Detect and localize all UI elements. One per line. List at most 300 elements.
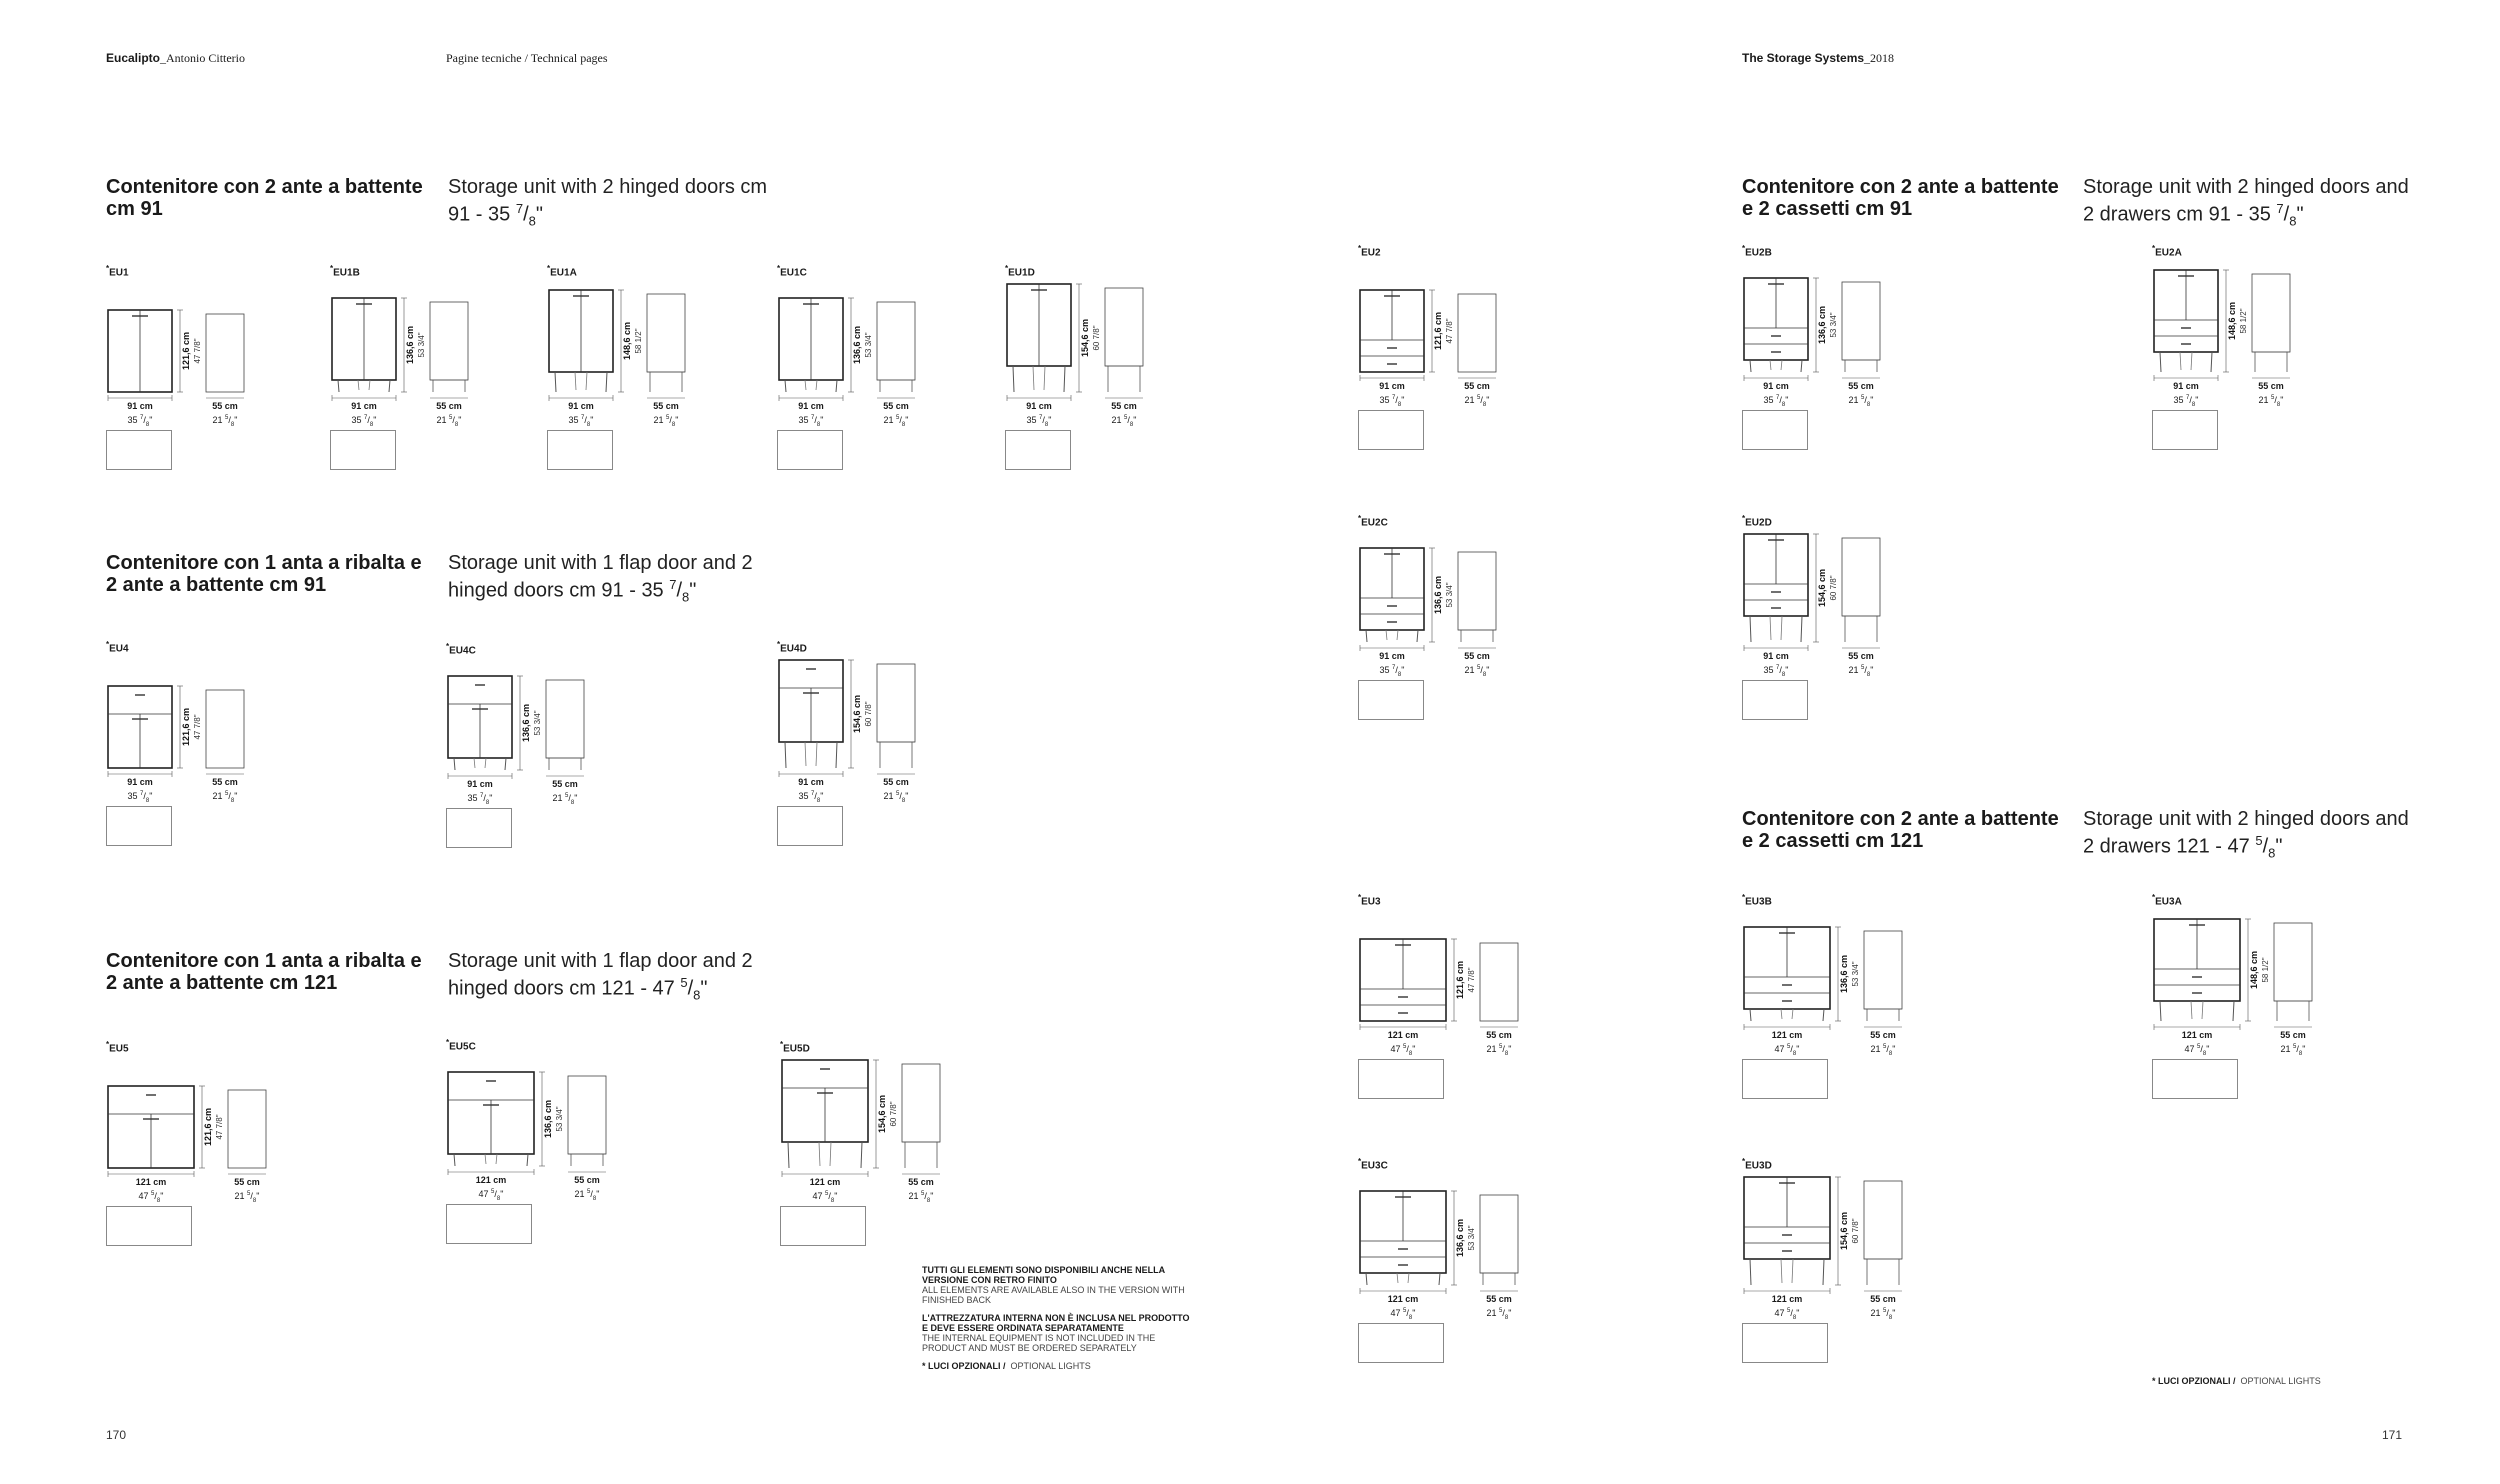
page-number-left: 170	[106, 1428, 127, 1442]
depth-label	[1476, 1029, 1522, 1060]
leg	[1801, 360, 1802, 372]
leg	[454, 758, 455, 770]
depth-label	[2270, 1029, 2316, 1060]
depth-cm: 55 cm	[1848, 381, 1874, 391]
leg	[2160, 1001, 2161, 1021]
depth-in: 21 $^5/_8$"	[1464, 395, 1490, 408]
width-in: 35 $^7/_8$"	[2173, 395, 2199, 408]
width-cm: 121 cm	[1771, 1030, 1803, 1040]
width-in: 35 $^7/_8$"	[1379, 395, 1405, 408]
section-title-en-2: Storage unit with 1 flap door and 2 hinged doors cm 91 - 35 $^7/_8$"	[448, 552, 753, 605]
note-internal-equipment-it: L'ATTREZZATURA INTERNA NON È INCLUSA NEL PRODOTTO E DEVE ESSERE ORDINATA SEPARATAMENTE	[922, 1313, 1190, 1333]
unit-code-text: EU5C	[449, 1041, 476, 1053]
unit-block-eu3c	[1358, 1157, 1512, 1321]
height-cm-label: 136,6 cm	[1839, 954, 1849, 994]
author-name: _Antonio Citterio	[160, 51, 246, 65]
depth-label	[643, 400, 689, 431]
unit-block-eu1d	[1005, 264, 1137, 428]
leg	[606, 372, 607, 392]
fraction-numerator: 5	[680, 975, 688, 990]
width-in: 47 $^5/_8$"	[478, 1189, 504, 1202]
note-finished-back-en: ALL ELEMENTS ARE AVAILABLE ALSO IN THE VERSION WITH FINISHED BACK	[922, 1285, 1185, 1305]
leg	[389, 380, 390, 392]
leg	[485, 758, 486, 768]
depth-label	[1476, 1293, 1522, 1324]
unit-code-text: EU1A	[550, 267, 577, 279]
width-label	[106, 400, 174, 431]
width-label	[1358, 380, 1426, 411]
leg	[2160, 352, 2161, 372]
width-in: 47 $^5/_8$"	[1774, 1044, 1800, 1057]
depth-in: 21 $^5/_8$"	[552, 793, 578, 806]
finish-swatch-box	[106, 806, 172, 846]
unit-side-view	[228, 1090, 266, 1168]
leg	[1750, 1009, 1751, 1021]
unit-code-text: EU2	[1361, 247, 1381, 259]
width-label	[780, 1176, 870, 1207]
unit-code: *EU3B	[1742, 893, 1772, 908]
width-label	[777, 776, 845, 807]
width-cm: 91 cm	[1379, 651, 1405, 661]
unit-code: *EU2	[1358, 244, 1381, 259]
leg	[1823, 1009, 1824, 1021]
leg	[1792, 1259, 1793, 1283]
height-in-label: 58 1/2"	[2239, 308, 2248, 334]
note-lights-it: * LUCI OPZIONALI /	[922, 1361, 1006, 1371]
section-title-it-2: Contenitore con 1 anta a ribalta e 2 ante a battente cm 91	[106, 552, 422, 596]
depth-label	[542, 778, 588, 809]
leg	[861, 1142, 862, 1168]
depth-in: 21 $^5/_8$"	[1870, 1044, 1896, 1057]
depth-label	[1860, 1029, 1906, 1060]
section-title-en-3: Storage unit with 1 flap door and 2 hinged doors cm 121 - 47 $^5/_8$"	[448, 950, 753, 1003]
leg	[1397, 1273, 1398, 1283]
leg	[1386, 630, 1387, 640]
finish-swatch-box	[1742, 1059, 1828, 1099]
unit-code: *EU1B	[330, 264, 360, 279]
leg	[785, 380, 786, 392]
width-in: 47 $^5/_8$"	[2184, 1044, 2210, 1057]
depth-in: 21 $^5/_8$"	[1870, 1308, 1896, 1321]
width-cm: 91 cm	[127, 401, 153, 411]
leg	[2233, 1001, 2234, 1021]
depth-cm: 55 cm	[1870, 1030, 1896, 1040]
depth-cm: 55 cm	[883, 777, 909, 787]
depth-in: 21 $^5/_8$"	[1486, 1308, 1512, 1321]
unit-code-text: EU3B	[1745, 896, 1772, 908]
depth-cm: 55 cm	[1111, 401, 1137, 411]
finish-swatch-box	[1358, 410, 1424, 450]
height-cm-label: 154,6 cm	[877, 1094, 887, 1134]
unit-code-text: EU2A	[2155, 247, 2182, 259]
finish-swatch-box	[780, 1206, 866, 1246]
height-cm-label: 121,6 cm	[181, 331, 191, 371]
leg	[1366, 630, 1367, 642]
leg	[527, 1154, 528, 1166]
width-in: 35 $^7/_8$"	[351, 415, 377, 428]
depth-label	[2248, 380, 2294, 411]
unit-code: *EU1D	[1005, 264, 1035, 279]
width-label	[1742, 650, 1810, 681]
finish-swatch-box	[330, 430, 396, 470]
width-in: 35 $^7/_8$"	[798, 791, 824, 804]
unit-side-view	[1458, 294, 1496, 372]
finish-swatch-box	[777, 430, 843, 470]
leg	[836, 380, 837, 392]
unit-side-view	[902, 1064, 940, 1142]
leg	[1366, 1273, 1367, 1285]
unit-code: *EU3	[1358, 893, 1381, 908]
height-in-label: 58 1/2"	[2261, 957, 2270, 983]
depth-cm: 55 cm	[212, 777, 238, 787]
height-cm-label: 136,6 cm	[1455, 1218, 1465, 1258]
header-center: Pagine tecniche / Technical pages	[446, 51, 608, 65]
notes-block	[922, 1265, 1192, 1371]
leg	[1408, 1273, 1409, 1283]
unit-code-text: EU5D	[783, 1043, 810, 1055]
fraction-numerator: 7	[515, 201, 524, 216]
height-in-label: 47 7/8"	[215, 1114, 224, 1140]
unit-code-text: EU2B	[1745, 247, 1772, 259]
width-cm: 121 cm	[1771, 1294, 1803, 1304]
leg	[1033, 366, 1034, 390]
unit-block-eu2	[1358, 244, 1490, 408]
width-label	[777, 400, 845, 431]
leg	[2191, 352, 2192, 370]
leg	[1770, 360, 1771, 370]
leg	[1781, 1009, 1782, 1019]
width-label	[106, 1176, 196, 1207]
height-in-label: 47 7/8"	[193, 338, 202, 364]
width-label	[2152, 1029, 2242, 1060]
note-lights-en-right: OPTIONAL LIGHTS	[2240, 1376, 2321, 1386]
leg	[1781, 616, 1782, 640]
unit-side-view	[877, 302, 915, 380]
unit-side-view	[430, 302, 468, 380]
unit-block-eu2a	[2152, 244, 2284, 408]
unit-code: *EU4C	[446, 642, 476, 657]
leg	[1013, 366, 1014, 392]
width-in: 47 $^5/_8$"	[1774, 1308, 1800, 1321]
width-in: 35 $^7/_8$"	[127, 415, 153, 428]
leg	[474, 758, 475, 768]
height-in-label: 53 3/4"	[555, 1106, 564, 1132]
unit-code: *EU2A	[2152, 244, 2182, 259]
unit-block-eu4	[106, 640, 238, 804]
width-cm: 91 cm	[1026, 401, 1052, 411]
unit-side-view	[1864, 1181, 1902, 1259]
width-in: 35 $^7/_8$"	[798, 415, 824, 428]
height-in-label: 60 7/8"	[1851, 1218, 1860, 1244]
leg	[788, 1142, 789, 1168]
finish-swatch-box	[106, 430, 172, 470]
width-cm: 91 cm	[1763, 651, 1789, 661]
unit-side-view	[206, 690, 244, 768]
width-cm: 91 cm	[1763, 381, 1789, 391]
height-cm-label: 121,6 cm	[203, 1107, 213, 1147]
unit-block-eu5d	[780, 1040, 934, 1204]
width-cm: 91 cm	[568, 401, 594, 411]
width-in: 35 $^7/_8$"	[568, 415, 594, 428]
width-in: 35 $^7/_8$"	[127, 791, 153, 804]
fraction-denominator: 8	[2268, 845, 2276, 861]
height-in-label: 53 3/4"	[1851, 961, 1860, 987]
section-title-it-3: Contenitore con 1 anta a ribalta e 2 ante a battente cm 121	[106, 950, 422, 994]
width-in: 35 $^7/_8$"	[1026, 415, 1052, 428]
depth-cm: 55 cm	[1870, 1294, 1896, 1304]
leg	[358, 380, 359, 390]
width-cm: 91 cm	[351, 401, 377, 411]
width-label	[1005, 400, 1073, 431]
unit-block-eu1	[106, 264, 238, 428]
leg	[1781, 360, 1782, 370]
unit-block-eu4d	[777, 640, 909, 804]
leg	[369, 380, 370, 390]
leg	[2211, 352, 2212, 372]
brand-name: Eucalipto	[106, 51, 161, 65]
finish-swatch-box	[2152, 1059, 2238, 1099]
unit-code-text: EU1B	[333, 267, 360, 279]
leg	[555, 372, 556, 392]
width-cm: 121 cm	[2181, 1030, 2213, 1040]
height-cm-label: 136,6 cm	[1817, 305, 1827, 345]
height-cm-label: 148,6 cm	[2249, 950, 2259, 990]
width-in: 35 $^7/_8$"	[1379, 665, 1405, 678]
depth-in: 21 $^5/_8$"	[2280, 1044, 2306, 1057]
leg	[1801, 616, 1802, 642]
width-label	[1358, 1029, 1448, 1060]
fraction-numerator: 7	[2276, 201, 2284, 216]
leg	[785, 742, 786, 768]
unit-code: *EU1C	[777, 264, 807, 279]
depth-label	[202, 400, 248, 431]
height-cm-label: 136,6 cm	[543, 1099, 553, 1139]
unit-code-text: EU3	[1361, 896, 1381, 908]
depth-cm: 55 cm	[1848, 651, 1874, 661]
unit-code: *EU1	[106, 264, 129, 279]
height-in-label: 58 1/2"	[634, 328, 643, 354]
height-cm-label: 136,6 cm	[521, 703, 531, 743]
note-lights-en: OPTIONAL LIGHTS	[1010, 1361, 1091, 1371]
unit-code-text: EU3D	[1745, 1160, 1772, 1172]
depth-label	[1454, 650, 1500, 681]
unit-block-eu3a	[2152, 893, 2306, 1057]
unit-side-view	[546, 680, 584, 758]
unit-code-text: EU1D	[1008, 267, 1035, 279]
finish-swatch-box	[446, 808, 512, 848]
leg	[1750, 1259, 1751, 1285]
finish-swatch-box	[2152, 410, 2218, 450]
unit-code-text: EU4D	[780, 643, 807, 655]
leg	[805, 742, 806, 766]
unit-block-eu1c	[777, 264, 909, 428]
unit-side-view	[877, 664, 915, 742]
height-in-label: 60 7/8"	[864, 701, 873, 727]
unit-code: *EU3A	[2152, 893, 2182, 908]
width-in: 47 $^5/_8$"	[138, 1191, 164, 1204]
depth-in: 21 $^5/_8$"	[212, 415, 238, 428]
unit-code-text: EU3A	[2155, 896, 2182, 908]
depth-cm: 55 cm	[552, 779, 578, 789]
unit-side-view	[1864, 931, 1902, 1009]
unit-code: *EU3C	[1358, 1157, 1388, 1172]
finish-swatch-box	[106, 1206, 192, 1246]
header-right	[1742, 51, 1894, 66]
width-label	[1358, 1293, 1448, 1324]
leg	[1781, 1259, 1782, 1283]
height-cm-label: 121,6 cm	[1433, 311, 1443, 351]
unit-block-eu3b	[1742, 893, 1896, 1057]
unit-code: *EU4	[106, 640, 129, 655]
leg	[575, 372, 576, 390]
leg	[1770, 616, 1771, 640]
depth-in: 21 $^5/_8$"	[653, 415, 679, 428]
width-label	[1358, 650, 1426, 681]
depth-in: 21 $^5/_8$"	[1111, 415, 1137, 428]
unit-side-view	[1458, 552, 1496, 630]
section-title-it-1: Contenitore con 2 ante a battente cm 91	[106, 176, 423, 220]
depth-cm: 55 cm	[574, 1175, 600, 1185]
finish-swatch-box	[1358, 1059, 1444, 1099]
depth-in: 21 $^5/_8$"	[1848, 665, 1874, 678]
width-in: 35 $^7/_8$"	[1763, 395, 1789, 408]
leg	[2191, 1001, 2192, 1019]
width-label	[1742, 1029, 1832, 1060]
unit-side-view	[1842, 282, 1880, 360]
leg	[454, 1154, 455, 1166]
width-cm: 121 cm	[1387, 1030, 1419, 1040]
depth-in: 21 $^5/_8$"	[2258, 395, 2284, 408]
leg	[1750, 360, 1751, 372]
height-in-label: 53 3/4"	[1829, 312, 1838, 338]
fraction-denominator: 8	[682, 589, 690, 605]
height-in-label: 53 3/4"	[417, 332, 426, 358]
unit-code: *EU2C	[1358, 514, 1388, 529]
width-in: 47 $^5/_8$"	[812, 1191, 838, 1204]
depth-label	[1860, 1293, 1906, 1324]
leg	[496, 1154, 497, 1164]
unit-block-eu4c	[446, 642, 578, 806]
unit-side-view	[568, 1076, 606, 1154]
unit-block-eu5c	[446, 1038, 600, 1202]
unit-code-text: EU1C	[780, 267, 807, 279]
width-label	[547, 400, 615, 431]
height-in-label: 53 3/4"	[1445, 582, 1454, 608]
height-cm-label: 148,6 cm	[2227, 301, 2237, 341]
height-in-label: 47 7/8"	[1467, 967, 1476, 993]
width-cm: 121 cm	[1387, 1294, 1419, 1304]
note-lights-it-right: * LUCI OPZIONALI /	[2152, 1376, 2236, 1386]
width-label	[106, 776, 174, 807]
page-number-right: 171	[2382, 1428, 2403, 1442]
unit-block-eu1b	[330, 264, 462, 428]
height-cm-label: 136,6 cm	[405, 325, 415, 365]
height-in-label: 53 3/4"	[864, 332, 873, 358]
leg	[485, 1154, 486, 1164]
finish-swatch-box	[446, 1204, 532, 1244]
depth-cm: 55 cm	[653, 401, 679, 411]
unit-code-text: EU2C	[1361, 517, 1388, 529]
depth-cm: 55 cm	[2258, 381, 2284, 391]
depth-label	[873, 776, 919, 807]
depth-cm: 55 cm	[1486, 1294, 1512, 1304]
unit-code: *EU1A	[547, 264, 577, 279]
depth-in: 21 $^5/_8$"	[1848, 395, 1874, 408]
height-in-label: 60 7/8"	[1829, 575, 1838, 601]
unit-code-text: EU4	[109, 643, 129, 655]
width-in: 35 $^7/_8$"	[467, 793, 493, 806]
fraction-denominator: 8	[528, 213, 536, 229]
unit-block-eu1a	[547, 264, 679, 428]
width-label	[446, 778, 514, 809]
unit-side-view	[647, 294, 685, 372]
leg	[2202, 1001, 2203, 1019]
leg	[816, 742, 817, 766]
unit-code: *EU5C	[446, 1038, 476, 1053]
height-cm-label: 154,6 cm	[1080, 318, 1090, 358]
width-in: 47 $^5/_8$"	[1390, 1308, 1416, 1321]
unit-block-eu5	[106, 1040, 260, 1204]
depth-in: 21 $^5/_8$"	[212, 791, 238, 804]
width-label	[330, 400, 398, 431]
fraction-denominator: 8	[693, 987, 701, 1003]
height-cm-label: 121,6 cm	[181, 707, 191, 747]
depth-label	[426, 400, 472, 431]
finish-swatch-box	[1742, 410, 1808, 450]
note-optional-lights	[922, 1361, 1192, 1371]
finish-swatch-box	[1358, 1323, 1444, 1363]
height-in-label: 60 7/8"	[1092, 325, 1101, 351]
height-cm-label: 121,6 cm	[1455, 960, 1465, 1000]
leg	[1823, 1259, 1824, 1285]
leg	[1417, 630, 1418, 642]
depth-cm: 55 cm	[883, 401, 909, 411]
depth-label	[202, 776, 248, 807]
depth-label	[873, 400, 919, 431]
section-title-en-4: Storage unit with 2 hinged doors and 2 drawers cm 91 - 35 $^7/_8$"	[2083, 176, 2409, 229]
finish-swatch-box	[1742, 1323, 1828, 1363]
width-cm: 91 cm	[2173, 381, 2199, 391]
height-cm-label: 154,6 cm	[1817, 568, 1827, 608]
note-optional-lights-right	[2152, 1376, 2321, 1386]
leg	[805, 380, 806, 390]
unit-block-eu2c	[1358, 514, 1490, 678]
unit-code: *EU2D	[1742, 514, 1772, 529]
leg	[1439, 1273, 1440, 1285]
depth-cm: 55 cm	[436, 401, 462, 411]
collection-name: The Storage Systems	[1742, 51, 1865, 65]
unit-block-eu2b	[1742, 244, 1874, 408]
unit-side-view	[2274, 923, 2312, 1001]
depth-in: 21 $^5/_8$"	[1464, 665, 1490, 678]
unit-code-text: EU2D	[1745, 517, 1772, 529]
depth-in: 21 $^5/_8$"	[436, 415, 462, 428]
finish-swatch-box	[777, 806, 843, 846]
unit-side-view	[206, 314, 244, 392]
depth-in: 21 $^5/_8$"	[234, 1191, 260, 1204]
depth-label	[224, 1176, 270, 1207]
unit-block-eu3	[1358, 893, 1512, 1057]
width-label	[2152, 380, 2220, 411]
width-cm: 91 cm	[467, 779, 493, 789]
finish-swatch-box	[1005, 430, 1071, 470]
height-cm-label: 154,6 cm	[1839, 1211, 1849, 1251]
depth-in: 21 $^5/_8$"	[574, 1189, 600, 1202]
header-left	[106, 51, 245, 66]
unit-code: *EU5D	[780, 1040, 810, 1055]
depth-cm: 55 cm	[1464, 381, 1490, 391]
width-cm: 91 cm	[798, 401, 824, 411]
